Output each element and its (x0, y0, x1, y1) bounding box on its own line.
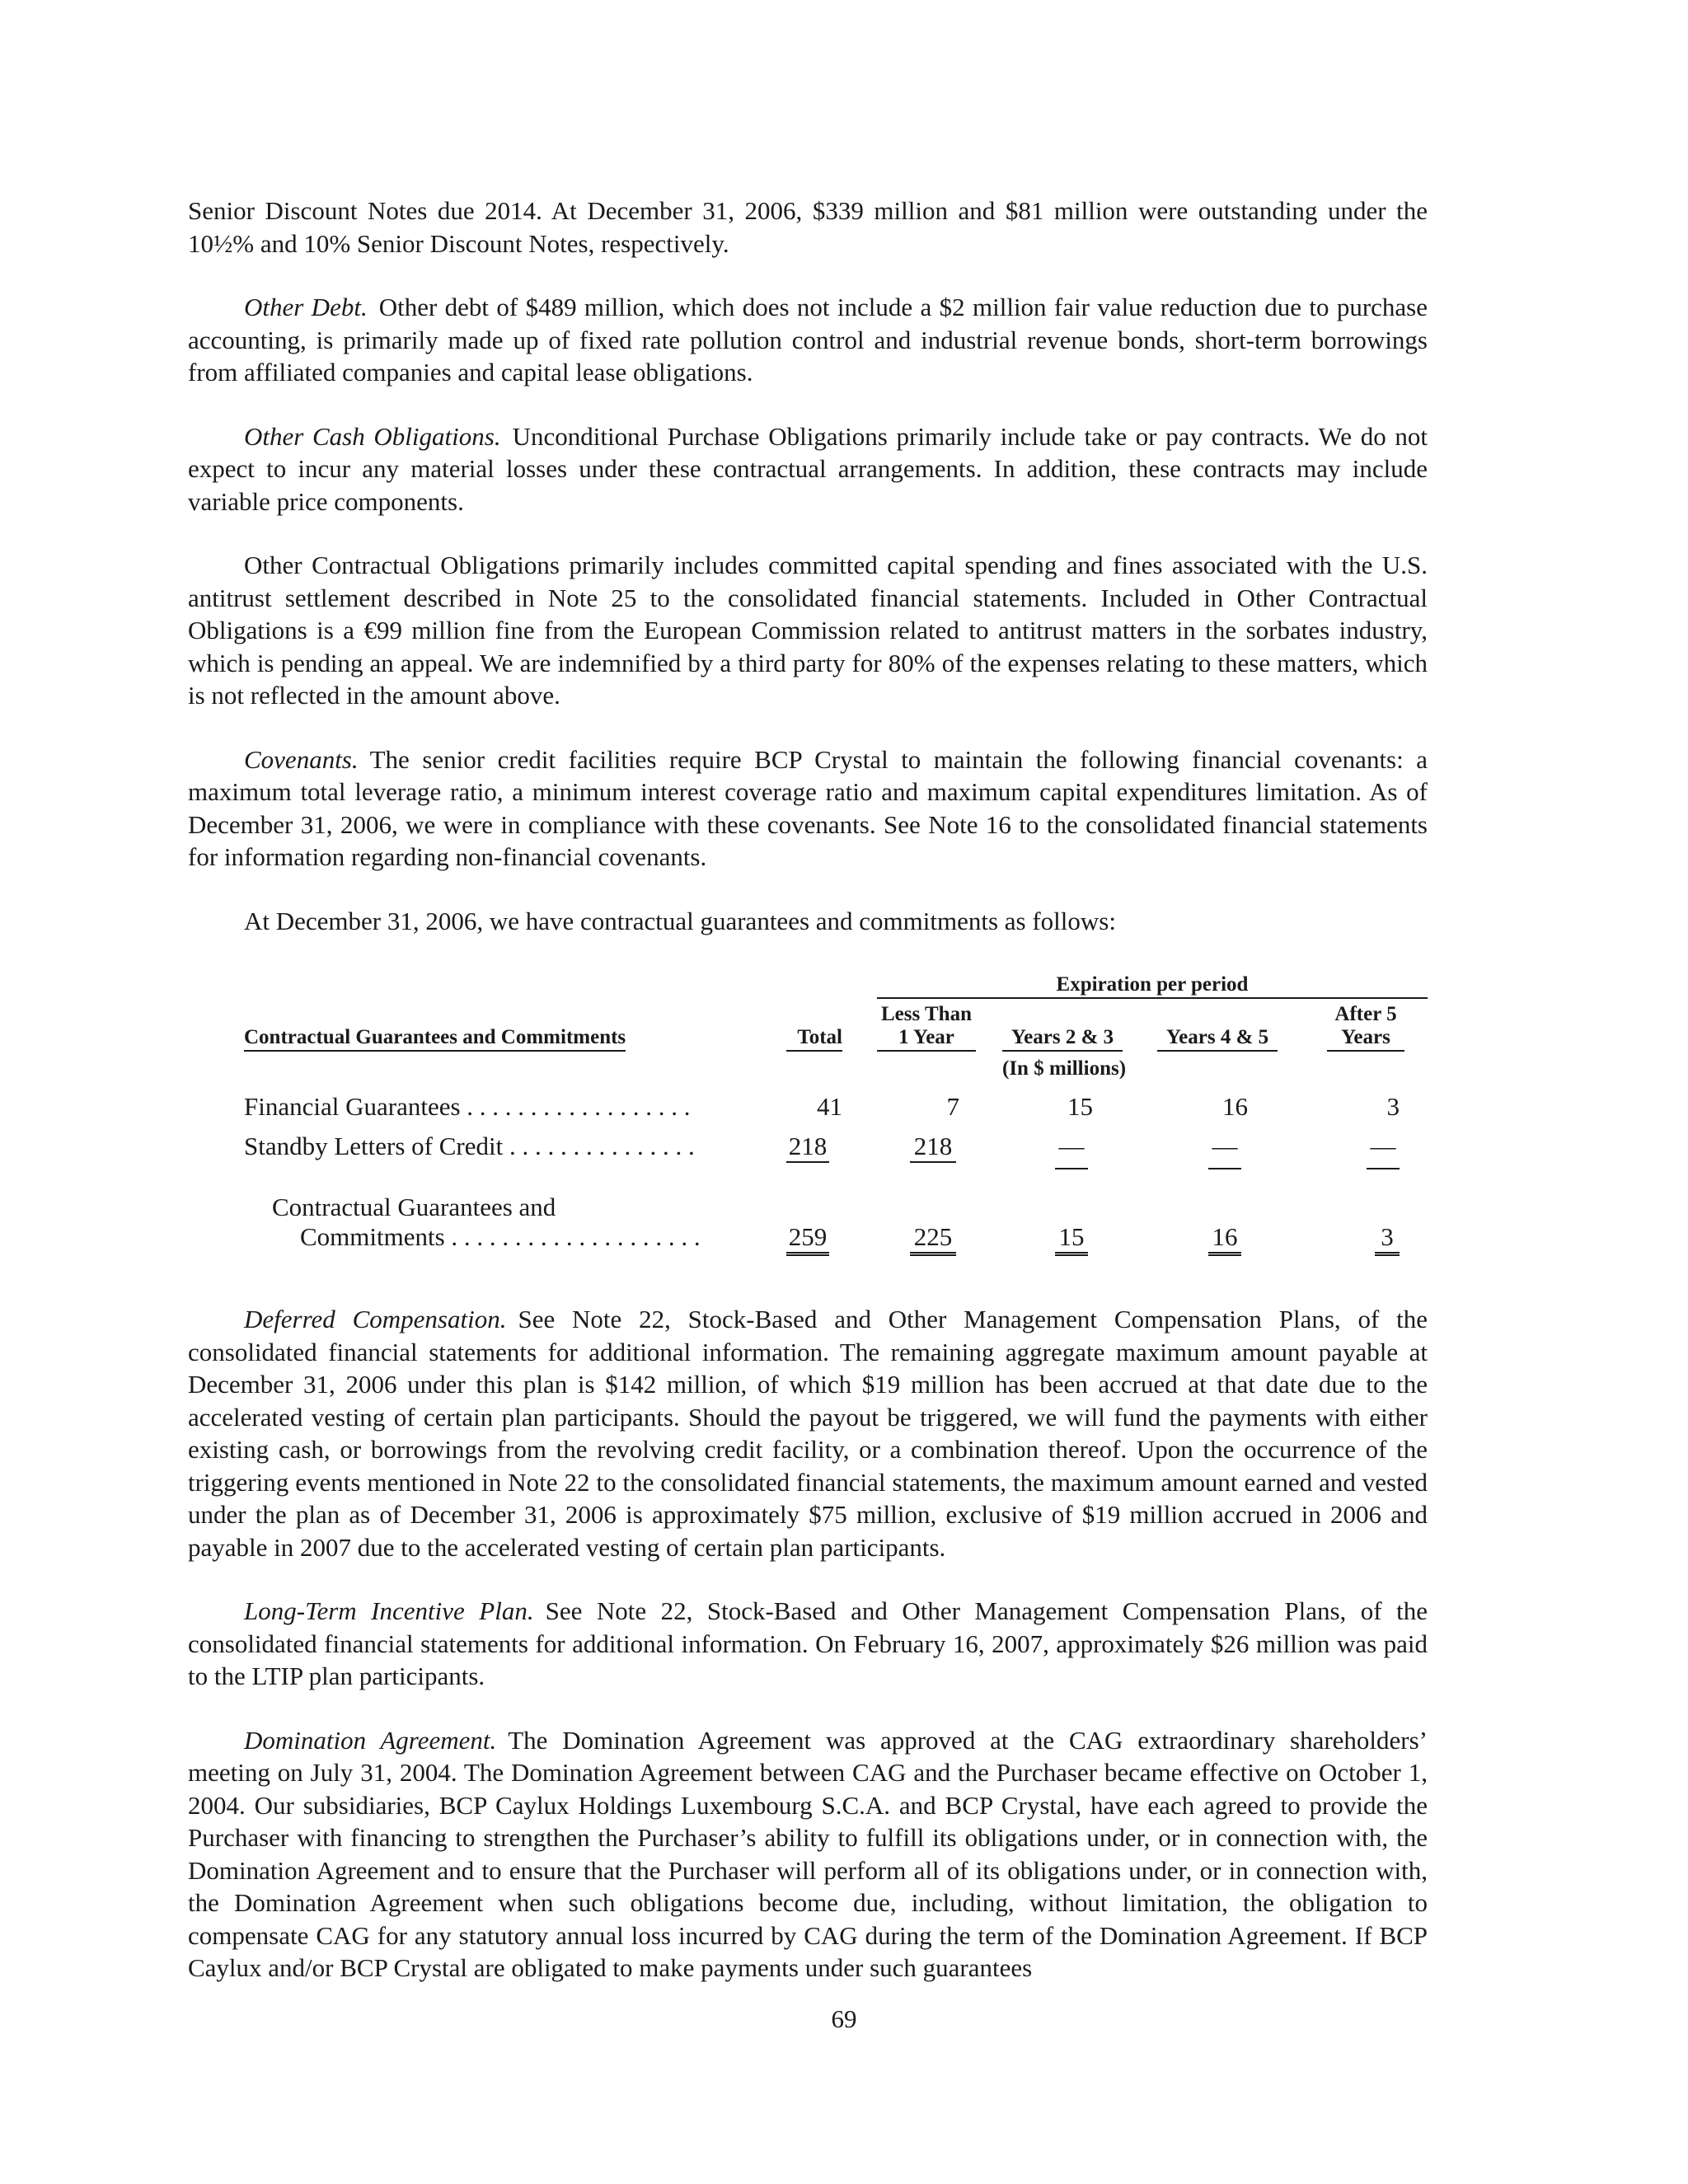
row-label-standby-letters: Standby Letters of Credit . . . . . . . . . . . . . . . (244, 1132, 695, 1160)
total-label-line1: Contractual Guarantees and (272, 1193, 556, 1221)
other-debt-text: Other debt of $489 million, which does not include a $2 million fair value reduction due to purchase accounting, is primarily made up of fixed rate pollution control and industrial revenue bonds, short-term borrowings from affiliated companies and capital lease obligations. (188, 293, 1428, 387)
paragraph-covenants (188, 743, 1428, 874)
col-header-after-5-years (1327, 1003, 1404, 1052)
paragraph-deferred-compensation (188, 1303, 1428, 1563)
row-label-financial-guarantees: Financial Guarantees . . . . . . . . . . . . . . . . . . (244, 1092, 691, 1121)
expiration-group-header: Expiration per period (877, 973, 1428, 999)
row1-a5: 3 (1386, 1092, 1400, 1121)
ltip-heading: Long-Term Incentive Plan. (244, 1596, 534, 1625)
document-body (188, 194, 1428, 2016)
total-y23: 15 (1055, 1222, 1088, 1256)
row1-y23: 15 (1067, 1092, 1093, 1121)
total-label-line2: Commitments . . . . . . . . . . . . . . . . . . . . (300, 1222, 701, 1251)
units-label: (In $ millions) (1002, 1057, 1127, 1080)
col-header-a5-line2: Years (1327, 1026, 1404, 1052)
covenants-text: The senior credit facilities require BCP Crystal to maintain the following financial covenants: a maximum total leverage ratio, a minimum interest coverage ratio and maximum capital expenditures limitation. As of December 31, 2006, we were in compliance with these covenants. See Note 16 to the consolidated financial statements for information regarding non-financial covenants. (188, 744, 1428, 871)
total-total: 259 (786, 1222, 829, 1256)
row1-y45: 16 (1222, 1092, 1248, 1121)
col-header-total: Total (786, 1026, 842, 1052)
row2-y45-underline (1208, 1168, 1241, 1169)
paragraph-domination-agreement (188, 1724, 1428, 1985)
covenants-heading: Covenants. (244, 744, 359, 774)
guarantees-table (188, 973, 1428, 1270)
row1-lt1: 7 (946, 1092, 959, 1121)
page-number: 69 (831, 2004, 857, 2033)
row2-lt1: 218 (910, 1132, 956, 1163)
col-header-less-than-1-year (877, 1003, 976, 1052)
deferred-text: See Note 22, Stock-Based and Other Management Compensation Plans, of the consolidated financial statements for additional information. The remaining aggregate maximum amount payable at December 31, 2006 under this plan is $142 million, of which $19 million has been accrued at that date due to the accelerated vesting of certain plan participants. Should the payout be triggered, we will fund the payments with either existing cash, or borrowings from the revolving credit facility, or a combination thereof. Upon the occurrence of the triggering events mentioned in Note 22 to the consolidated financial statements, the maximum amount earned and vested under the plan as of December 31, 2006 is approximately $75 million, exclusive of $19 million accrued in 2006 and payable in 2007 due to the accelerated vesting of certain plan participants. (188, 1305, 1428, 1562)
row2-a5: — (1370, 1132, 1396, 1160)
col-header-label: Contractual Guarantees and Commitments (244, 1026, 626, 1052)
row2-y45: — (1212, 1132, 1238, 1160)
col-header-years-4-5: Years 4 & 5 (1157, 1026, 1278, 1052)
total-a5: 3 (1375, 1222, 1400, 1256)
ltip-text: See Note 22, Stock-Based and Other Management Compensation Plans, of the consolidated financial statements for additional information. On February 16, 2007, approximately $26 million was paid to the LTIP plan participants. (188, 1596, 1428, 1690)
col-header-years-2-3: Years 2 & 3 (1002, 1026, 1123, 1052)
paragraph-senior-discount-notes: Senior Discount Notes due 2014. At December 31, 2006, $339 million and $81 million were outstanding under the 10½% and 10% Senior Discount Notes, respectively. (188, 196, 1428, 258)
paragraph-long-term-incentive-plan (188, 1595, 1428, 1693)
domination-text: The Domination Agreement was approved at the CAG extraordinary shareholders’ meeting on July 31, 2004. The Domination Agreement between CAG and the Purchaser became effective on October 1, 2004. Our subsidiaries, BCP Caylux Holdings Luxembourg S.C.A. and BCP Crystal, have each agreed to provide the Purchaser with financing to strengthen the Purchaser’s ability to fulfill its obligations under, or in connection with, the Domination Agreement and to ensure that the Purchaser will perform all of its obligations under, or in connection with, the Domination Agreement when such obligations become due, including, without limitation, the obligation to compensate CAG for any statutory annual loss incurred by CAG during the term of the Domination Agreement. If BCP Caylux and/or BCP Crystal are obligated to make payments under such guarantees (188, 1725, 1428, 1982)
col-header-a5-line1: After 5 (1334, 1003, 1397, 1025)
other-cash-text: Unconditional Purchase Obligations primarily include take or pay contracts. We do not expect to incur any material losses under these contractual arrangements. In addition, these contracts may include variable price components. (188, 421, 1428, 516)
row2-y23-underline (1055, 1168, 1088, 1169)
col-header-lt1-line1: Less Than (880, 1003, 972, 1025)
total-lt1: 225 (910, 1222, 956, 1256)
paragraph-table-intro: At December 31, 2006, we have contractual guarantees and commitments as follows: (244, 906, 1116, 935)
paragraph-other-contractual-obligations: Other Contractual Obligations primarily includes committed capital spending and fines associated with the U.S. antitrust settlement described in Note 25 to the consolidated financial statements. Included in Other Contractual Obligations is a €99 million fine from the European Commission related to antitrust matters in the sorbates industry, which is pending an appeal. We are indemnified by a third party for 80% of the expenses relating to these matters, which is not reflected in the amount above. (188, 551, 1428, 710)
total-y45: 16 (1208, 1222, 1241, 1256)
deferred-heading: Deferred Compensation. (244, 1305, 507, 1333)
other-debt-heading: Other Debt. (244, 293, 368, 321)
paragraph-other-debt (188, 291, 1428, 389)
paragraph-other-cash-obligations (188, 420, 1428, 518)
row2-total: 218 (786, 1132, 829, 1163)
row2-a5-underline (1367, 1168, 1400, 1169)
row1-total: 41 (817, 1092, 842, 1121)
row2-y23: — (1058, 1132, 1085, 1160)
domination-heading: Domination Agreement. (244, 1725, 497, 1755)
other-cash-heading: Other Cash Obligations. (244, 421, 501, 451)
col-header-lt1-line2: 1 Year (877, 1026, 976, 1052)
